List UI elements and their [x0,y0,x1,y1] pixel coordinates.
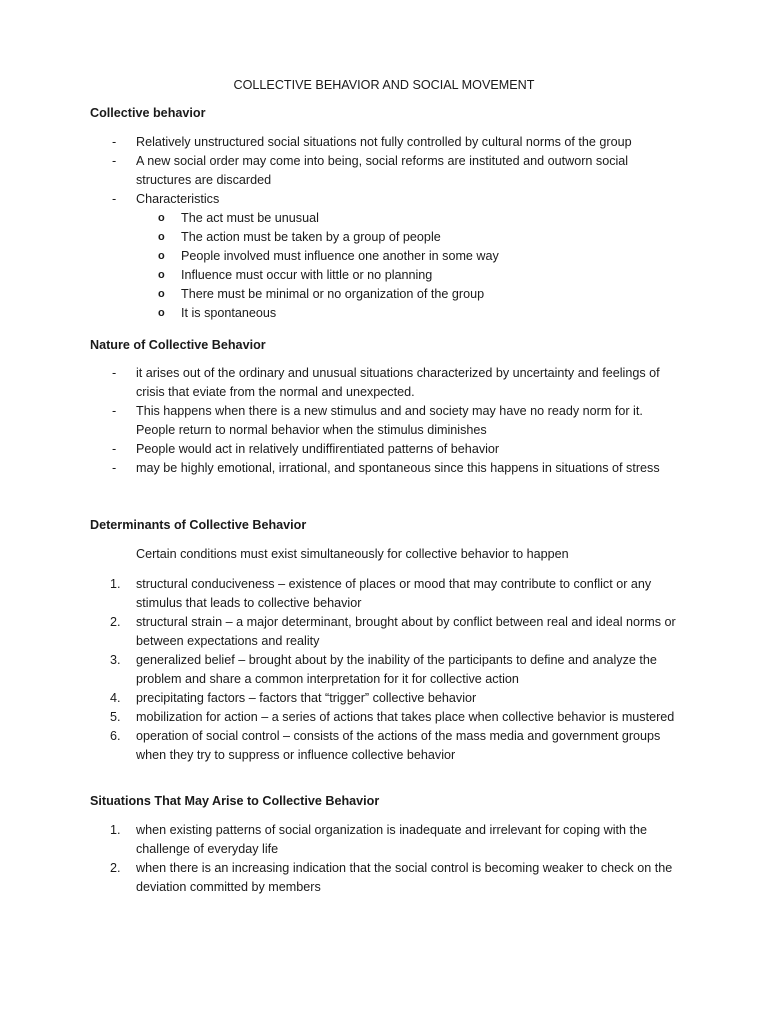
list-item-text: This happens when there is a new stimulus and and society may have no ready norm for it. People return to normal behavior when the stimulus diminishes [136,404,643,437]
numbered-item-text: when there is an increasing indication that the social control is becoming weaker to check on the deviation committed by members [136,861,673,894]
numbered-item [90,821,680,859]
sub-list-item [90,304,680,323]
dash-marker: - [112,461,117,475]
list-item [90,152,680,190]
numbered-item [90,859,680,897]
bullet-marker: o [158,288,165,300]
numbered-item-text: precipitating factors – factors that “trigger” collective behavior [136,691,477,705]
numbered-item [90,651,680,689]
list-item [90,364,680,402]
bullet-marker: o [158,269,165,281]
dash-marker: - [112,442,117,456]
numbered-item-text: structural strain – a major determinant, brought about by conflict between real and ideal norms or between expectations and reality [136,615,676,648]
bullet-marker: o [158,212,165,224]
heading-nature-of-collective-behavior: Nature of Collective Behavior [90,338,266,352]
number-marker: 4. [110,691,121,705]
number-marker: 1. [110,577,121,591]
list-item [90,402,680,440]
number-marker: 5. [110,710,121,724]
number-marker: 6. [110,729,121,743]
bullet-marker: o [158,250,165,262]
sub-list-item-text: There must be minimal or no organization of the group [181,287,485,301]
number-marker: 2. [110,861,121,875]
numbered-item-text: structural conduciveness – existence of places or mood that may contribute to conflict or any stimulus that leads to collective behavior [136,577,652,610]
numbered-item [90,613,680,651]
numbered-item [90,689,680,708]
sub-list-item [90,247,680,266]
list-item-text: People would act in relatively undiffirentiated patterns of behavior [136,442,500,456]
sub-list-item [90,228,680,247]
numbered-item-text: operation of social control – consists of the actions of the mass media and government groups when they try to suppress or influence collective behavior [136,729,661,762]
list-item-text: Relatively unstructured social situations not fully controlled by cultural norms of the group [136,135,632,149]
number-marker: 1. [110,823,121,837]
collective-behavior-list [90,133,680,323]
dash-marker: - [112,154,117,168]
number-marker: 3. [110,653,121,667]
heading-situations: Situations That May Arise to Collective Behavior [90,794,380,808]
heading-determinants: Determinants of Collective Behavior [90,518,307,532]
list-item-text: may be highly emotional, irrational, and spontaneous since this happens in situations of stress [136,461,660,475]
numbered-item-text: when existing patterns of social organization is inadequate and irrelevant for coping with the challenge of everyday life [136,823,648,856]
determinants-list [90,575,680,765]
bullet-marker: o [158,231,165,243]
situations-list [90,821,680,897]
list-item [90,190,680,323]
numbered-item [90,727,680,765]
list-item [90,133,680,152]
sub-list-item-text: It is spontaneous [181,306,277,320]
numbered-item [90,708,680,727]
sub-list-item [90,266,680,285]
list-item [90,440,680,459]
list-item-text: Characteristics [136,192,220,206]
numbered-item [90,575,680,613]
sub-list-item-text: The action must be taken by a group of people [181,230,441,244]
document-title: COLLECTIVE BEHAVIOR AND SOCIAL MOVEMENT [233,78,535,92]
numbered-item-text: mobilization for action – a series of actions that takes place when collective behavior is mustered [136,710,675,724]
numbered-item-text: generalized belief – brought about by the inability of the participants to define and analyze the problem and share a common interpretation for it for collective action [136,653,657,686]
dash-marker: - [112,135,117,149]
sub-list-item [90,209,680,228]
determinants-intro: Certain conditions must exist simultaneously for collective behavior to happen [136,547,569,561]
dash-marker: - [112,404,117,418]
list-item-text: it arises out of the ordinary and unusual situations characterized by uncertainty and feelings of crisis that eviate from the normal and unexpected. [136,366,660,399]
list-item-text: A new social order may come into being, social reforms are instituted and outworn social structures are discarded [136,154,629,187]
dash-marker: - [112,192,117,206]
characteristics-list [136,209,680,323]
heading-collective-behavior: Collective behavior [90,106,206,120]
list-item [90,459,680,478]
sub-list-item [90,285,680,304]
sub-list-item-text: The act must be unusual [181,211,319,225]
sub-list-item-text: Influence must occur with little or no planning [181,268,433,282]
dash-marker: - [112,366,117,380]
bullet-marker: o [158,307,165,319]
nature-list [90,364,680,478]
sub-list-item-text: People involved must influence one another in some way [181,249,499,263]
number-marker: 2. [110,615,121,629]
